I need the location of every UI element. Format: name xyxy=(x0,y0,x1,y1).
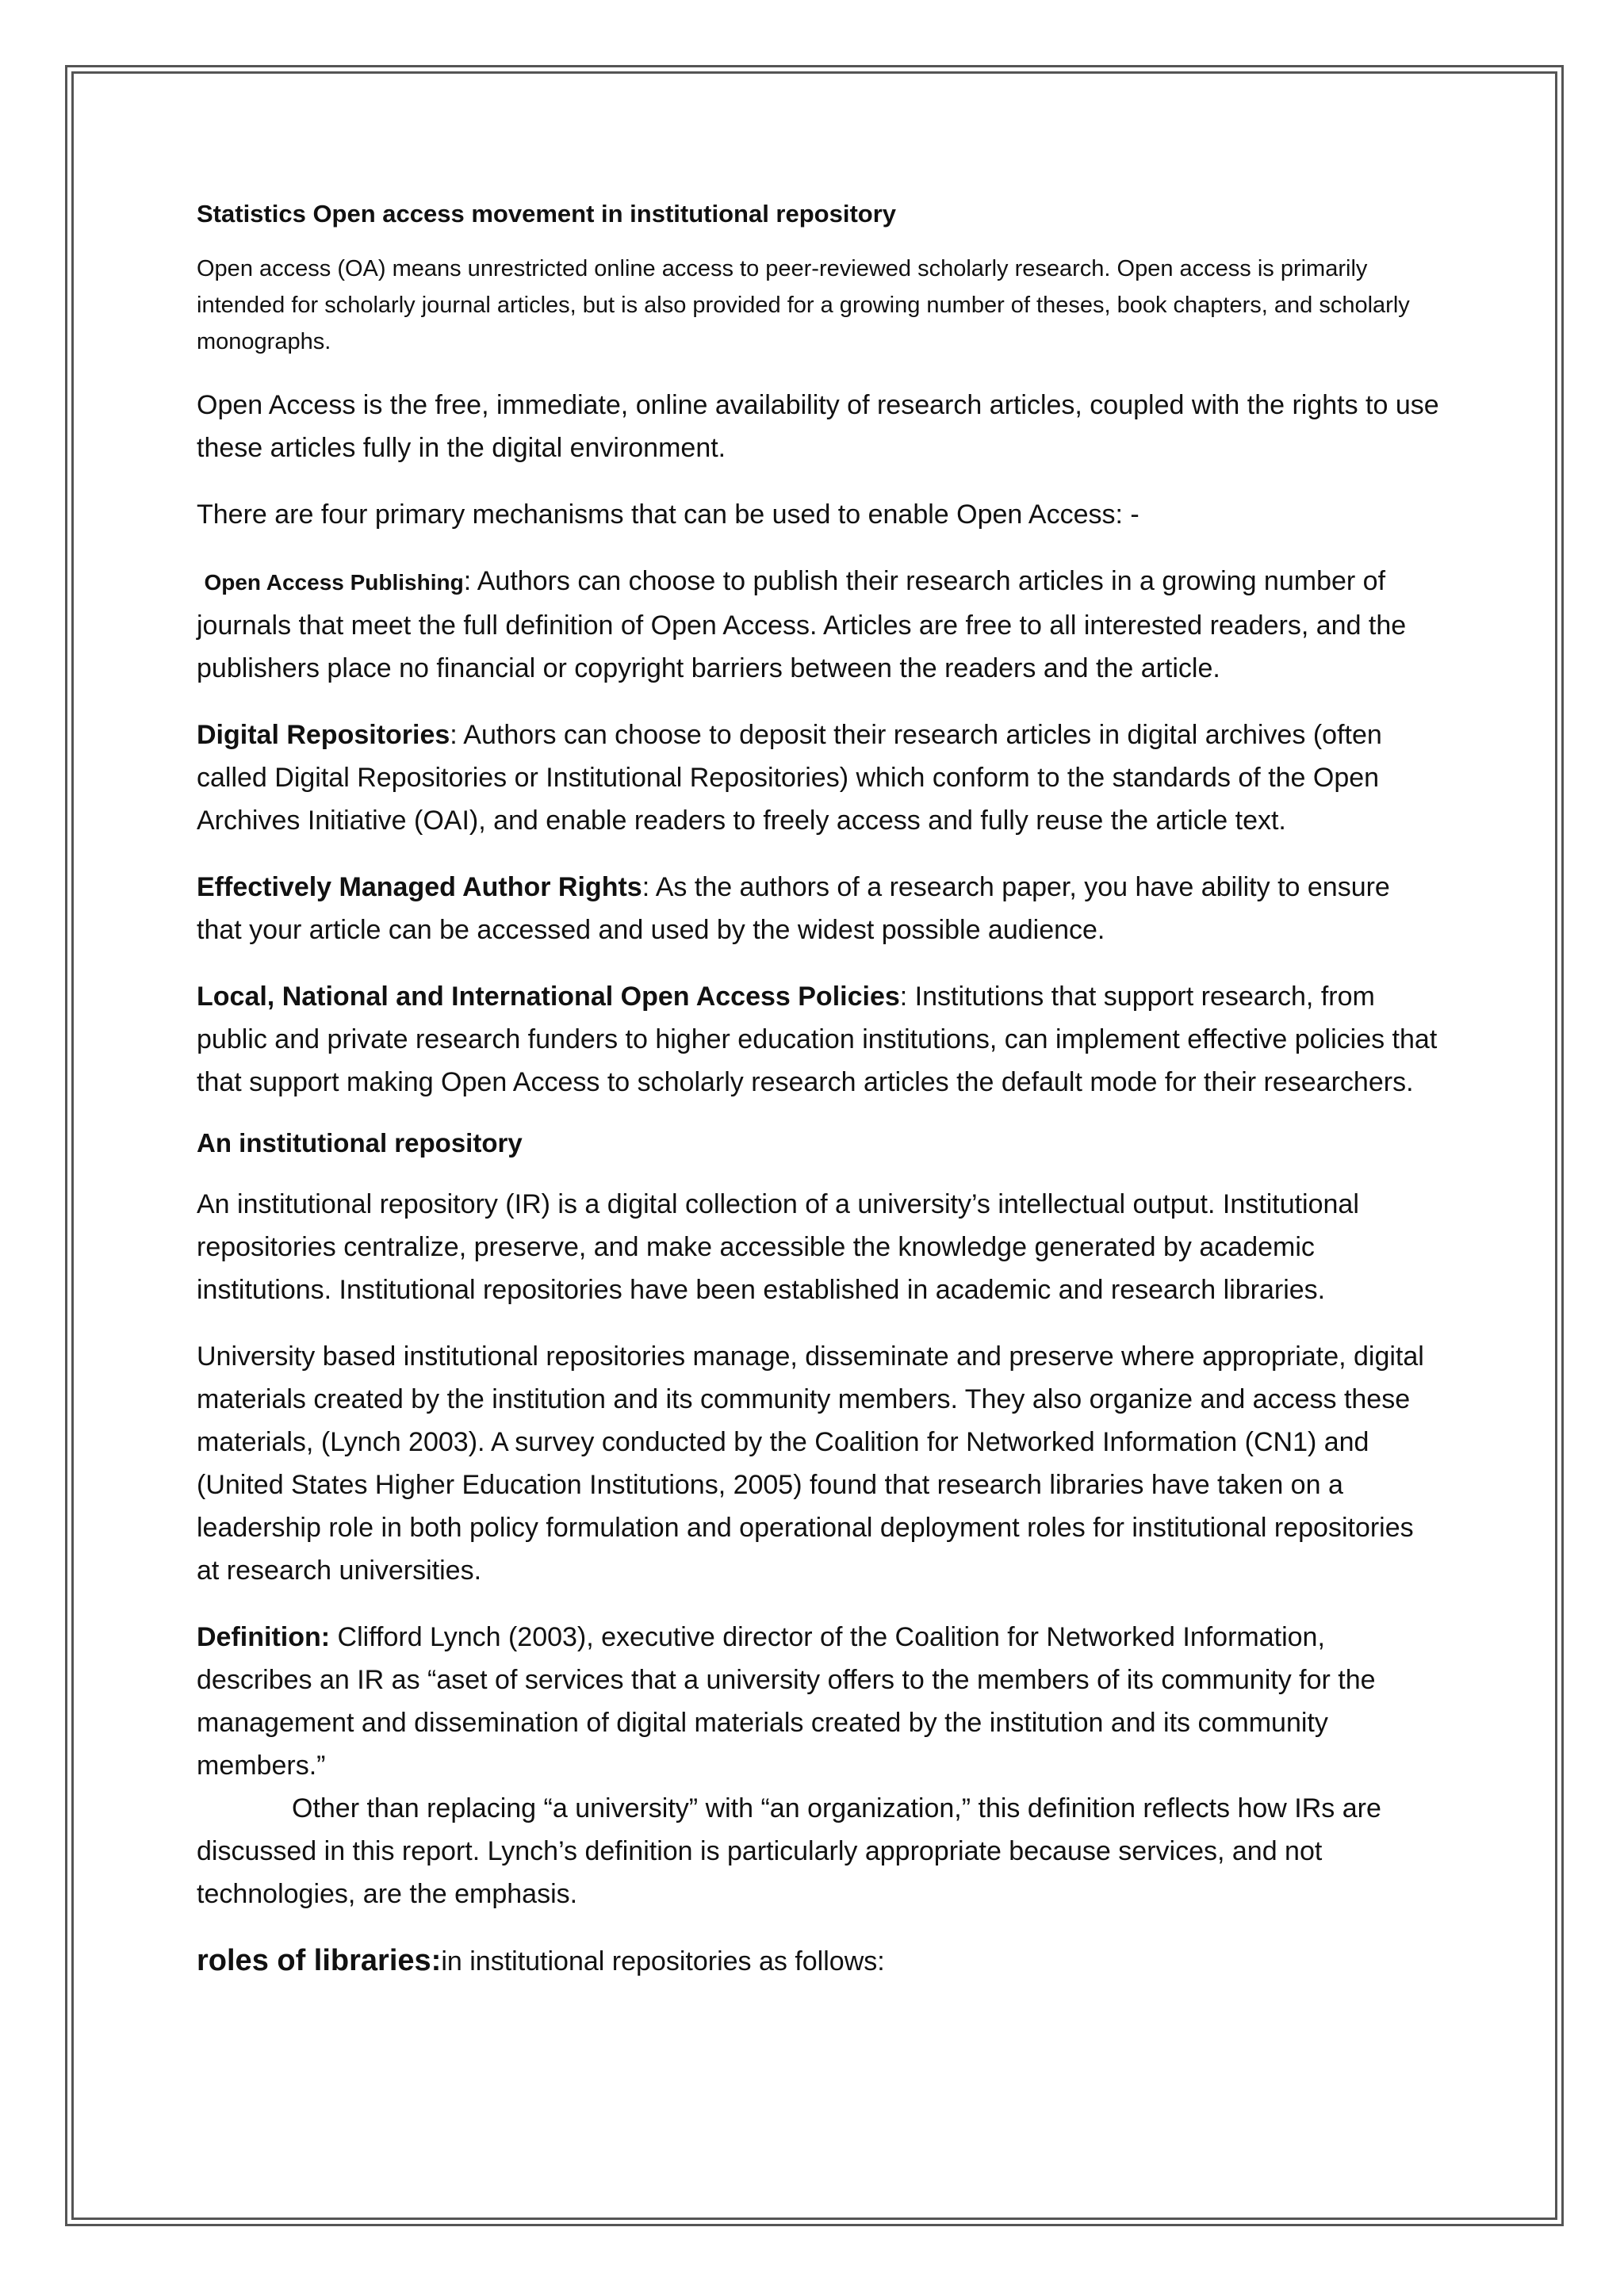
definition-term: Definition: xyxy=(197,1622,331,1652)
mechanisms-intro-paragraph: There are four primary mechanisms that can be used to enable Open Access: - xyxy=(197,499,1139,530)
ir-paragraph-1: An institutional repository (IR) is a digital collection of a university’s intellectual output. Institutional repositories centralize, preserve, and make accessible the knowledge generated by academic institutions. Institutional repositories have been established in academic and research libraries. xyxy=(197,1189,1359,1305)
roles-of-libraries-line xyxy=(197,1939,1442,1983)
mechanism-author-rights xyxy=(197,866,1442,951)
mechanism-digital-repositories xyxy=(197,714,1442,842)
roles-lead: roles of libraries: xyxy=(197,1944,442,1977)
mechanism-text: : Authors can choose to publish their research articles in a growing number of journals that meet the full definition of Open Access. Articles are free to all interested readers, and the publishers place no financial or copyright barriers between the readers and the article. xyxy=(197,566,1407,683)
document-title: Statistics Open access movement in institutional repository xyxy=(197,200,897,228)
oa-definition-paragraph: Open Access is the free, immediate, online availability of research articles, coupled with the rights to use these articles fully in the digital environment. xyxy=(197,390,1439,463)
definition-continuation xyxy=(197,1787,1442,1915)
mechanism-term: Open Access Publishing xyxy=(204,570,464,595)
document-body xyxy=(197,198,1442,2007)
mechanism-open-access-policies xyxy=(197,975,1442,1104)
mechanism-text: : As the authors of a research paper, you have ability to ensure that your article can be accessed and used by the widest possible audience. xyxy=(197,872,1390,945)
mechanism-term: Effectively Managed Author Rights xyxy=(197,872,642,902)
mechanism-term: Digital Repositories xyxy=(197,720,450,750)
ir-paragraph-2: University based institutional repositories manage, disseminate and preserve where appropriate, digital materials created by the institution and its community members. They also organize and access these materials, (Lynch 2003). A survey conducted by the Coalition for Networked Information (CN1) and (United States Higher Education Institutions, 2005) found that research libraries have taken on a leadership role in both policy formulation and operational deployment roles for institutional repositories at research universities. xyxy=(197,1341,1424,1586)
mechanism-open-access-publishing xyxy=(197,560,1442,690)
definition-continuation-text: Other than replacing “a university” with “an organization,” this definition reflects how IRs are discussed in this report. Lynch’s definition is particularly appropriate because services, and not technologies, are the emphasis. xyxy=(197,1793,1381,1909)
intro-paragraph: Open access (OA) means unrestricted online access to peer-reviewed scholarly research. Open access is primarily intended for scholarly journal articles, but is also provided for a growing number of theses, book chapters, and scholarly monographs. xyxy=(197,256,1410,354)
section-heading-institutional-repository: An institutional repository xyxy=(197,1128,523,1158)
definition-text: Clifford Lynch (2003), executive director of the Coalition for Networked Information, describes an IR as “aset of services that a university offers to the members of its community for the management and dissemination of digital materials created by the institution and its community members.” xyxy=(197,1622,1376,1781)
roles-text: in institutional repositories as follows: xyxy=(441,1946,885,1976)
mechanism-text: : Authors can choose to deposit their research articles in digital archives (often called Digital Repositories or Institutional Repositories) which conform to the standards of the Open Archives Initiative (OAI), and enable readers to freely access and fully reuse the article text. xyxy=(197,720,1382,836)
mechanism-term: Local, National and International Open Access Policies xyxy=(197,982,900,1012)
mechanism-text: : Institutions that support research, from public and private research funders to higher education institutions, can implement effective policies that that support making Open Access to scholarly research articles the default mode for their researchers. xyxy=(197,982,1438,1097)
definition-paragraph xyxy=(197,1616,1442,1787)
